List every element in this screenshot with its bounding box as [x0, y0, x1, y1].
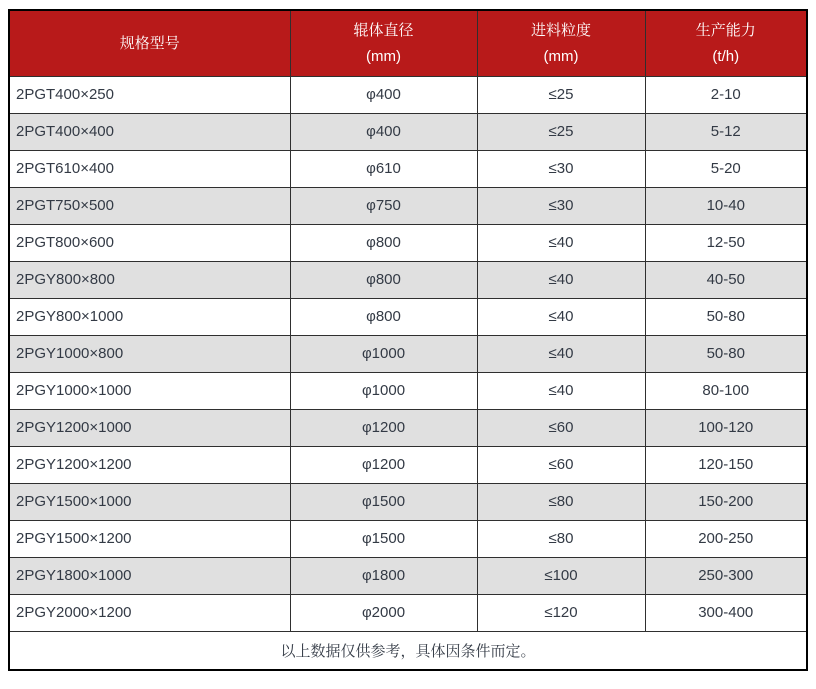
capacity-cell: 200-250 — [645, 520, 807, 557]
feed-size-cell: ≤100 — [477, 557, 645, 594]
roller-diameter-cell: φ2000 — [290, 594, 477, 631]
model-cell: 2PGY800×800 — [9, 261, 290, 298]
model-cell: 2PGY1000×1000 — [9, 372, 290, 409]
capacity-cell: 2-10 — [645, 76, 807, 113]
header-feed-size-unit: (mm) — [543, 47, 579, 65]
roller-diameter-cell: φ1200 — [290, 409, 477, 446]
capacity-cell: 12-50 — [645, 224, 807, 261]
spec-table-body — [9, 76, 807, 631]
table-row — [9, 224, 807, 261]
model-cell: 2PGT400×400 — [9, 113, 290, 150]
feed-size-cell: ≤40 — [477, 261, 645, 298]
header-capacity — [645, 10, 807, 76]
capacity-cell: 5-12 — [645, 113, 807, 150]
table-row — [9, 261, 807, 298]
feed-size-cell: ≤30 — [477, 150, 645, 187]
roller-diameter-cell: φ750 — [290, 187, 477, 224]
capacity-cell: 250-300 — [645, 557, 807, 594]
header-capacity-unit: (t/h) — [712, 47, 740, 65]
model-cell: 2PGY1500×1200 — [9, 520, 290, 557]
model-cell: 2PGY800×1000 — [9, 298, 290, 335]
table-row — [9, 557, 807, 594]
header-model-title: 规格型号 — [119, 34, 180, 52]
table-row — [9, 594, 807, 631]
model-cell: 2PGT610×400 — [9, 150, 290, 187]
capacity-cell: 40-50 — [645, 261, 807, 298]
roller-diameter-cell: φ800 — [290, 261, 477, 298]
table-row — [9, 113, 807, 150]
feed-size-cell: ≤60 — [477, 446, 645, 483]
feed-size-cell: ≤80 — [477, 483, 645, 520]
spec-table — [8, 9, 808, 671]
feed-size-cell: ≤25 — [477, 76, 645, 113]
table-row — [9, 335, 807, 372]
roller-diameter-cell: φ400 — [290, 76, 477, 113]
model-cell: 2PGY1500×1000 — [9, 483, 290, 520]
roller-diameter-cell: φ800 — [290, 224, 477, 261]
table-row — [9, 150, 807, 187]
header-model — [9, 10, 290, 76]
footnote-text: 以上数据仅供参考，具体因条件而定。 — [9, 631, 807, 670]
feed-size-cell: ≤25 — [477, 113, 645, 150]
capacity-cell: 300-400 — [645, 594, 807, 631]
header-roller-diameter-unit: (mm) — [366, 47, 401, 65]
capacity-cell: 10-40 — [645, 187, 807, 224]
capacity-cell: 100-120 — [645, 409, 807, 446]
capacity-cell: 150-200 — [645, 483, 807, 520]
header-capacity-title: 生产能力 — [695, 21, 756, 39]
feed-size-cell: ≤40 — [477, 335, 645, 372]
model-cell: 2PGT800×600 — [9, 224, 290, 261]
model-cell: 2PGT400×250 — [9, 76, 290, 113]
feed-size-cell: ≤30 — [477, 187, 645, 224]
header-row — [9, 10, 807, 76]
feed-size-cell: ≤60 — [477, 409, 645, 446]
roller-diameter-cell: φ610 — [290, 150, 477, 187]
header-feed-size — [477, 10, 645, 76]
capacity-cell: 5-20 — [645, 150, 807, 187]
capacity-cell: 120-150 — [645, 446, 807, 483]
model-cell: 2PGY2000×1200 — [9, 594, 290, 631]
table-row — [9, 187, 807, 224]
spec-table-footer — [9, 631, 807, 670]
roller-diameter-cell: φ1000 — [290, 372, 477, 409]
model-cell: 2PGT750×500 — [9, 187, 290, 224]
spec-table-container — [8, 9, 808, 671]
header-roller-diameter-title: 辊体直径 — [353, 21, 414, 39]
table-row — [9, 446, 807, 483]
table-row — [9, 372, 807, 409]
header-feed-size-title: 进料粒度 — [530, 21, 591, 39]
table-row — [9, 409, 807, 446]
table-row — [9, 298, 807, 335]
table-row — [9, 483, 807, 520]
capacity-cell: 50-80 — [645, 298, 807, 335]
roller-diameter-cell: φ1200 — [290, 446, 477, 483]
table-row — [9, 520, 807, 557]
capacity-cell: 80-100 — [645, 372, 807, 409]
table-row — [9, 76, 807, 113]
model-cell: 2PGY1200×1200 — [9, 446, 290, 483]
model-cell: 2PGY1000×800 — [9, 335, 290, 372]
roller-diameter-cell: φ800 — [290, 298, 477, 335]
roller-diameter-cell: φ1000 — [290, 335, 477, 372]
capacity-cell: 50-80 — [645, 335, 807, 372]
roller-diameter-cell: φ1800 — [290, 557, 477, 594]
model-cell: 2PGY1800×1000 — [9, 557, 290, 594]
header-roller-diameter — [290, 10, 477, 76]
model-cell: 2PGY1200×1000 — [9, 409, 290, 446]
feed-size-cell: ≤40 — [477, 372, 645, 409]
feed-size-cell: ≤40 — [477, 298, 645, 335]
roller-diameter-cell: φ1500 — [290, 483, 477, 520]
feed-size-cell: ≤120 — [477, 594, 645, 631]
feed-size-cell: ≤80 — [477, 520, 645, 557]
spec-table-header — [9, 10, 807, 76]
feed-size-cell: ≤40 — [477, 224, 645, 261]
roller-diameter-cell: φ1500 — [290, 520, 477, 557]
footnote-row — [9, 631, 807, 670]
roller-diameter-cell: φ400 — [290, 113, 477, 150]
